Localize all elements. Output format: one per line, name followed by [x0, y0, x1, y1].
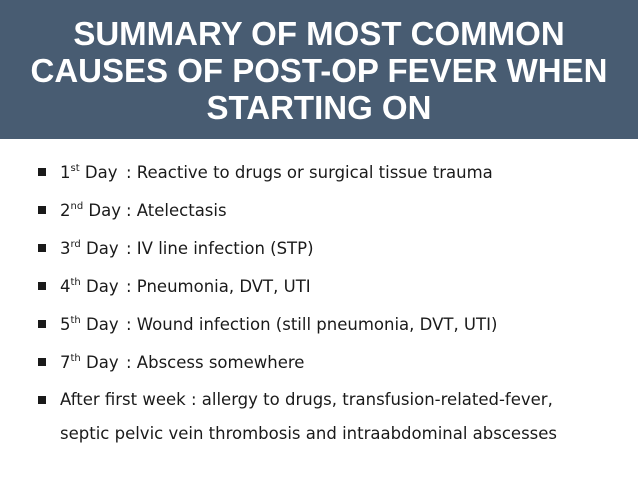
day-word: Day: [80, 353, 119, 372]
slide-title: SUMMARY OF MOST COMMON CAUSES OF POST-OP FEVER WHEN STARTING ON: [30, 15, 608, 126]
day-ordinal: th: [70, 353, 81, 364]
list-item-after-first-week: [0, 383, 638, 459]
day-number: 4: [60, 277, 71, 296]
day-ordinal: th: [70, 315, 81, 326]
bullet-icon: [38, 244, 46, 252]
day-ordinal: nd: [70, 201, 84, 212]
bullet-icon: [38, 168, 46, 176]
day-word: Day: [79, 163, 118, 182]
day-label: [60, 353, 119, 372]
title-banner: [0, 0, 638, 139]
day-label: [60, 163, 117, 182]
day-label: [60, 201, 121, 220]
list-item-day-5: [0, 307, 638, 345]
day-word: Day: [83, 201, 122, 220]
day-ordinal: rd: [70, 239, 81, 250]
cause-text: : IV line infection (STP): [126, 239, 314, 258]
day-number: 7: [60, 353, 71, 372]
bullet-icon: [38, 320, 46, 328]
cause-text: : Pneumonia, DVT, UTI: [126, 277, 311, 296]
day-label: [60, 239, 119, 258]
bullet-icon: [38, 282, 46, 290]
cause-text: : Atelectasis: [126, 201, 227, 220]
day-word: Day: [80, 239, 119, 258]
day-label: [60, 315, 119, 334]
cause-text: : Wound infection (still pneumonia, DVT, UTI): [126, 315, 498, 334]
bullet-icon: [38, 396, 46, 404]
day-number: 1: [60, 163, 71, 182]
after-first-week-line-2: septic pelvic vein thrombosis and intraabdominal abscesses: [60, 424, 558, 443]
list-item-day-1: [0, 155, 638, 193]
bullet-icon: [38, 358, 46, 366]
list-item-day-4: [0, 269, 638, 307]
day-number: 3: [60, 239, 71, 258]
cause-text: : Abscess somewhere: [126, 353, 305, 372]
list-item-day-2: [0, 193, 638, 231]
day-word: Day: [80, 277, 119, 296]
day-number: 2: [60, 201, 71, 220]
list-item-day-3: [0, 231, 638, 269]
day-number: 5: [60, 315, 71, 334]
list-item-day-7: [0, 345, 638, 383]
day-label: [60, 277, 119, 296]
day-ordinal: st: [70, 163, 80, 174]
bullet-icon: [38, 206, 46, 214]
day-ordinal: th: [70, 277, 81, 288]
after-first-week-line-1: After first week : allergy to drugs, transfusion-related-fever,: [60, 390, 553, 409]
day-word: Day: [80, 315, 119, 334]
cause-text: : Reactive to drugs or surgical tissue trauma: [126, 163, 493, 182]
after-first-week-text: [60, 383, 557, 451]
